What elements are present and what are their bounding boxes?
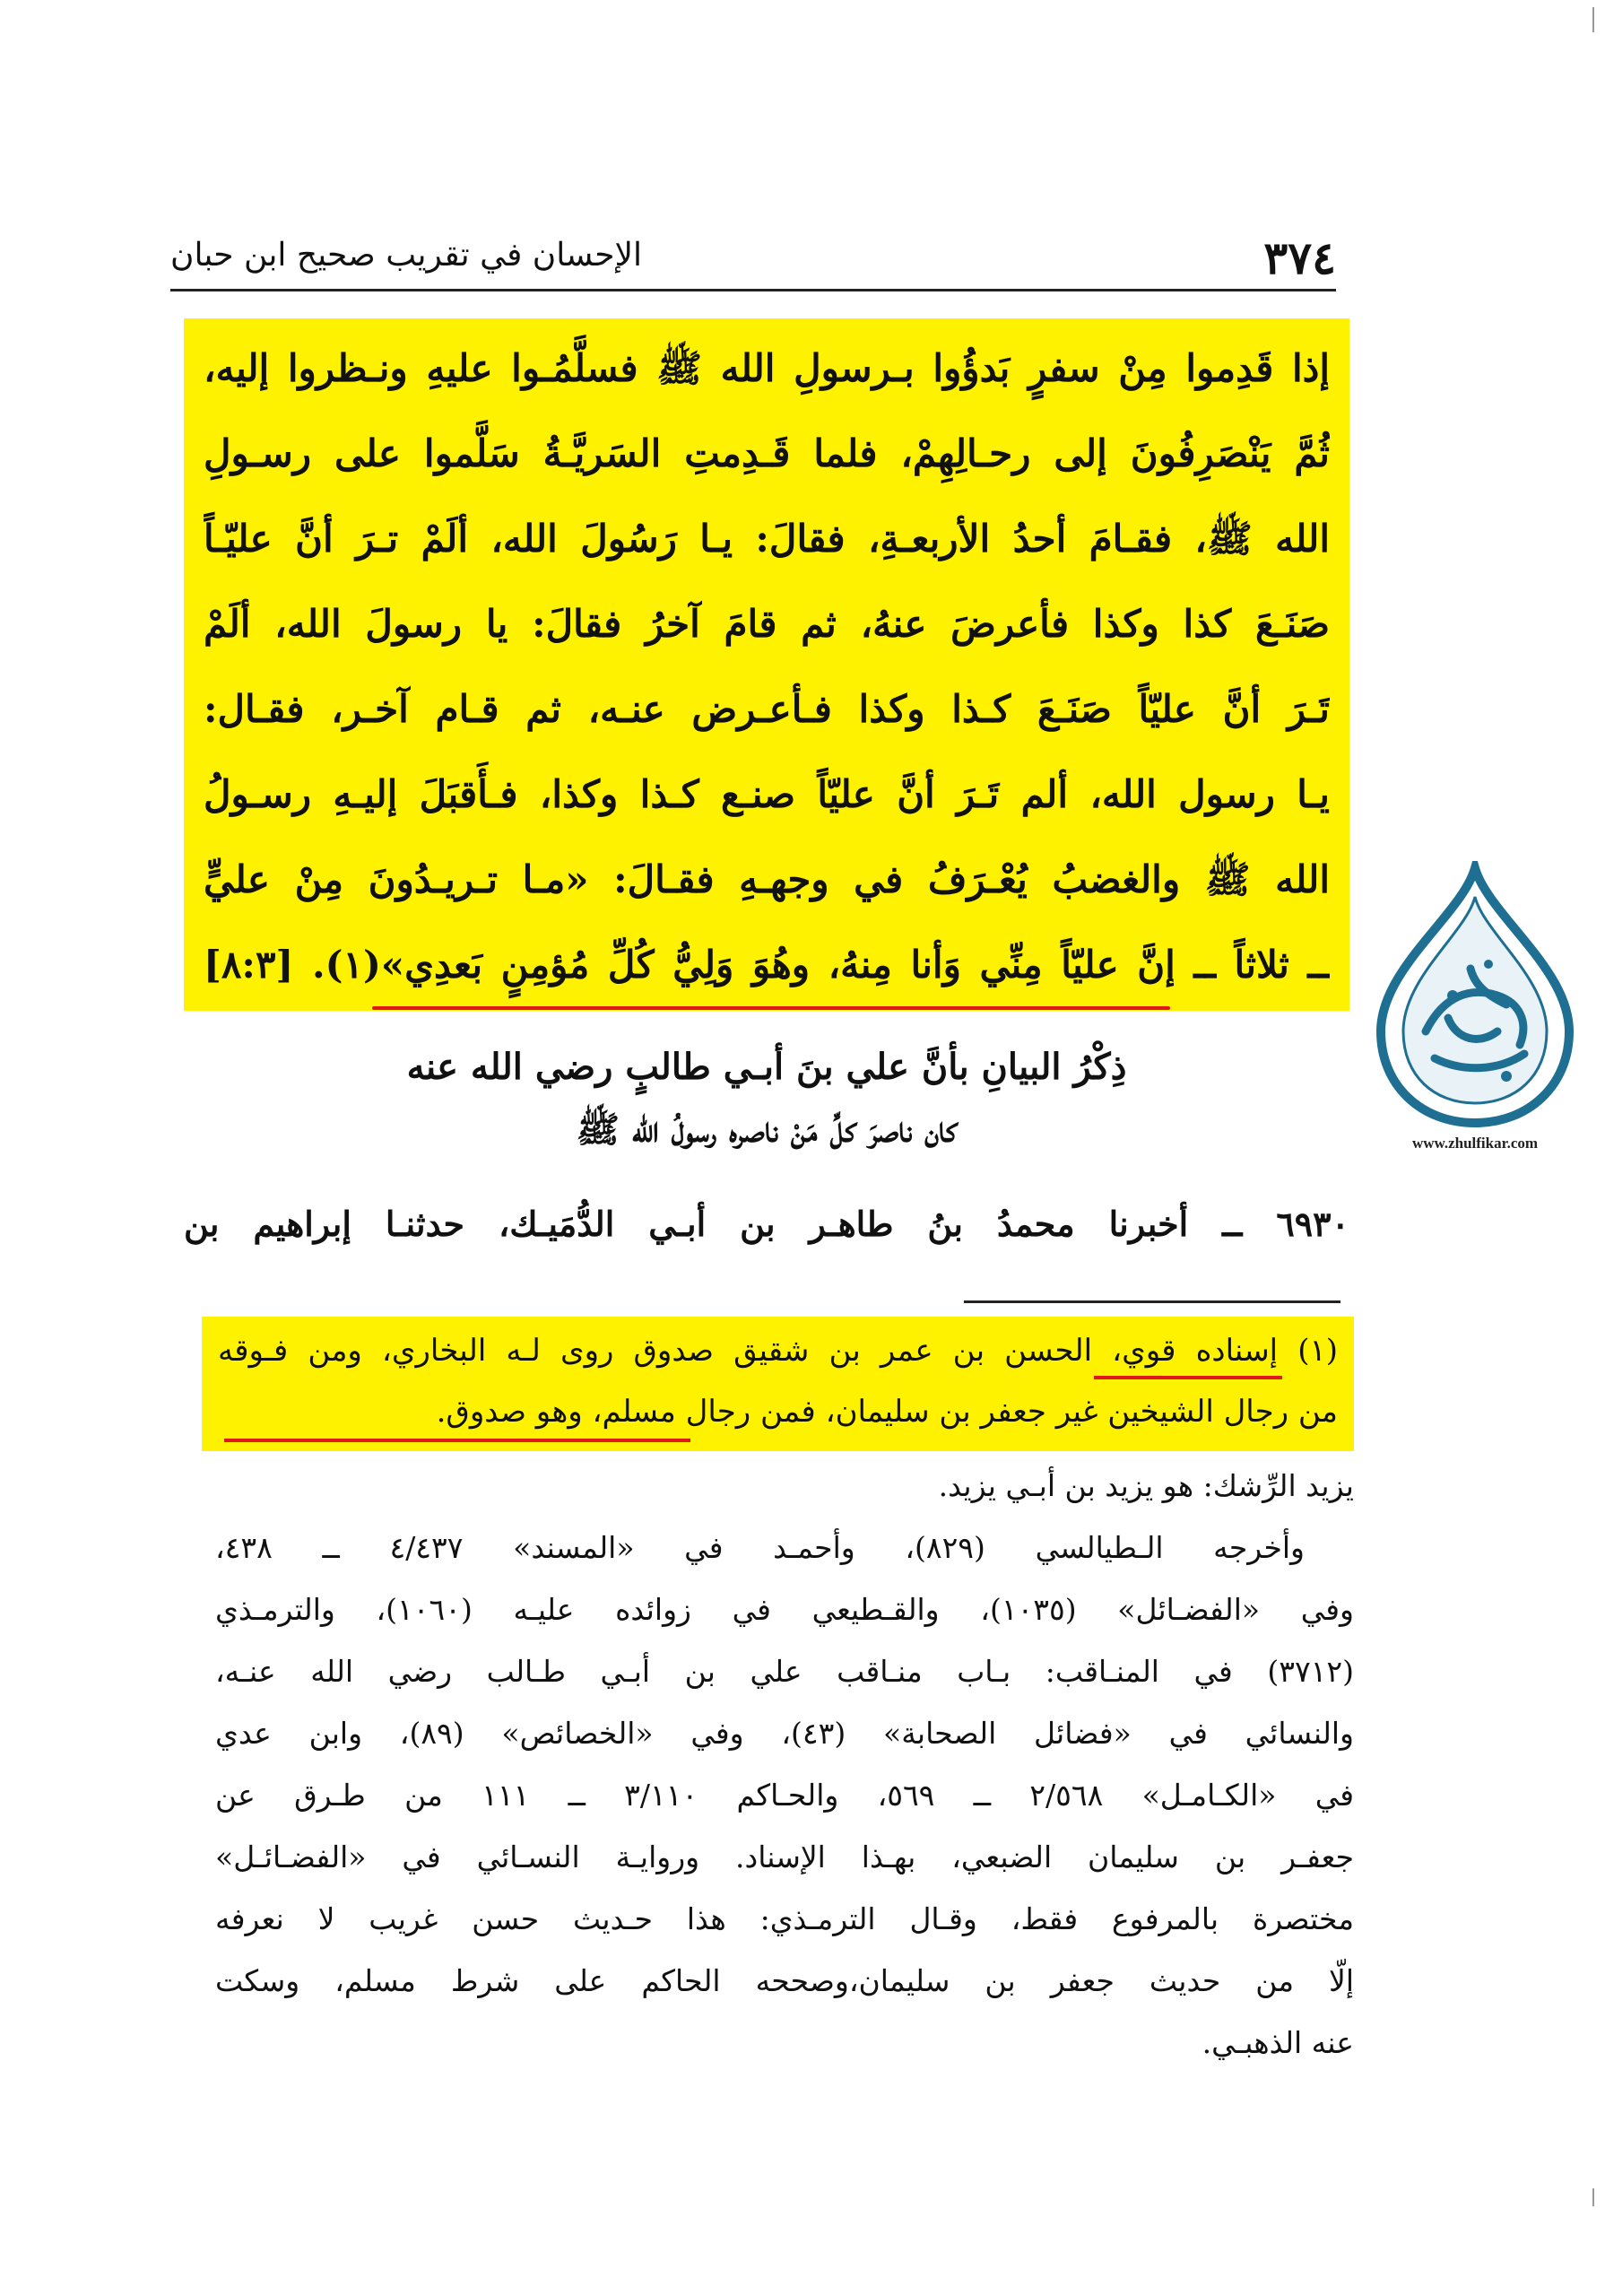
logo-url: www.zhulfikar.com xyxy=(1411,1135,1539,1152)
header-divider xyxy=(170,289,1336,291)
red-underline-hadith xyxy=(372,1006,1170,1010)
main-text-line: الله ﷺ والغضبُ يُعْـرَفُ في وجهـهِ فقـالَ: «مـا تـريـدُونَ مِنْ عليٍّ xyxy=(204,857,1330,901)
main-text-line: إذا قَدِموا مِنْ سفرٍ بَدؤُوا بـرسولِ الله ﷺ فسلَّمُـوا عليهِ ونـظروا إليه، xyxy=(204,346,1330,390)
footnote-line: من رجال الشيخين غير جعفر بن سليمان، فمن رجال مسلم، وهو صدوق. xyxy=(436,1394,1338,1430)
footnote-divider xyxy=(964,1300,1340,1303)
footnote-line: (١) إسناده قوي، الحسن بن عمر بن شقيق صدوق روى لـه البخاري، ومن فـوقه xyxy=(218,1333,1338,1369)
scan-edge-mark xyxy=(1592,7,1594,32)
footnote-notes xyxy=(215,1455,1354,2074)
note-line: جعفـر بن سليمان الضبعي، بهـذا الإسناد. وروايـة النسـائي في «الفضـائـل» xyxy=(215,1839,1354,1874)
page-header xyxy=(170,226,1336,289)
note-line: في «الكـامـل» ٢/٥٦٨ ــ ٥٦٩، والحـاكم ٣/١١٠ ــ ١١١ من طـرق عن xyxy=(215,1778,1354,1813)
highlighted-main-text xyxy=(184,318,1349,1011)
red-underline-isnad xyxy=(1094,1376,1282,1379)
note-line: وفي «الفضـائل» (١٠٣٥)، والقـطيعي في زوائده عليـه (١٠٦٠)، والترمـذي xyxy=(215,1592,1354,1627)
page-number: ٣٧٤ xyxy=(1263,231,1336,284)
main-text-line: الله ﷺ، فقـامَ أحدُ الأربعـةِ، فقالَ: يـا رَسُولَ الله، ألَمْ تـرَ أنَّ عليّـاً xyxy=(204,517,1330,561)
hadith-line: ٦٩٣٠ ــ أخبرنا محمدُ بنُ طاهـر بن أبـي الدُّمَيـك، حدثنـا إبراهيم بن xyxy=(184,1204,1349,1244)
main-text-line: ثُمَّ يَنْصَرِفُونَ إلى رحـالِهِمْ، فلما قَـدِمتِ السَريَّـةُ سَلَّموا على رسـولِ xyxy=(204,431,1330,475)
main-text-line: صَنَـعَ كذا وكذا فأعرضَ عنهُ، ثم قامَ آخرُ فقالَ: يا رسولَ الله، ألَمْ xyxy=(204,602,1330,646)
highlighted-footnote xyxy=(202,1317,1354,1451)
book-title: الإحسان في تقريب صحيح ابن حبان xyxy=(170,237,643,274)
note-line: وأخرجه الـطيالسي (٨٢٩)، وأحمـد في «المسند» ٤/٤٣٧ ــ ٤٣٨، xyxy=(215,1530,1305,1565)
note-line: يزيد الرِّشك: هو يزيد بن أبـي يزيد. xyxy=(938,1468,1354,1503)
note-line: (٣٧١٢) في المنـاقب: بـاب منـاقب علي بن أبـي طـالب رضي الله عنـه، xyxy=(215,1654,1354,1689)
chapter-heading-line: ذِكْرُ البيانِ بأنَّ علي بنَ أبـي طالبٍ رضي الله عنه xyxy=(406,1046,1127,1088)
red-underline-saduq xyxy=(224,1439,690,1442)
main-text-line: تَـرَ أنَّ عليّاً صَنَـعَ كـذا وكذا فـأعـرض عنـه، ثم قـام آخـر، فقـال: xyxy=(204,687,1330,731)
note-line: عنه الذهبـي. xyxy=(1202,2025,1354,2060)
note-line: إلّا من حديث جعفر بن سليمان،وصححه الحاكم على شرط مسلم، وسكت xyxy=(215,1963,1354,1998)
scan-edge-mark xyxy=(1592,2188,1594,2206)
chapter-heading xyxy=(184,1036,1349,1161)
note-line: والنسائي في «فضائل الصحابة» (٤٣)، وفي «الخصائص» (٨٩)، وابن عدي xyxy=(215,1716,1354,1751)
main-text-line: ــ ثلاثاً ــ إنَّ عليّاً مِنِّي وَأنا مِنهُ، وهُوَ وَلِيُّ كُلِّ مُؤمِنٍ بَعدِي»(١). [٨:٣] xyxy=(204,943,1330,987)
hadith-start xyxy=(184,1193,1349,1256)
zhulfikar-logo-icon xyxy=(1363,861,1587,1130)
main-text-line: يـا رسول الله، ألم تَـرَ أنَّ عليّاً صنـع كـذا وكذا، فـأَقبَلَ إليـهِ رسـولُ xyxy=(204,772,1330,816)
note-line: مختصرة بالمرفوع فقط، وقـال الترمـذي: هذا حـديث حسن غريب لا نعرفه xyxy=(215,1901,1354,1936)
chapter-heading-line: كان ناصرَ كلِّ مَنْ ناصره رسولُ الله ﷺ xyxy=(576,1109,958,1151)
